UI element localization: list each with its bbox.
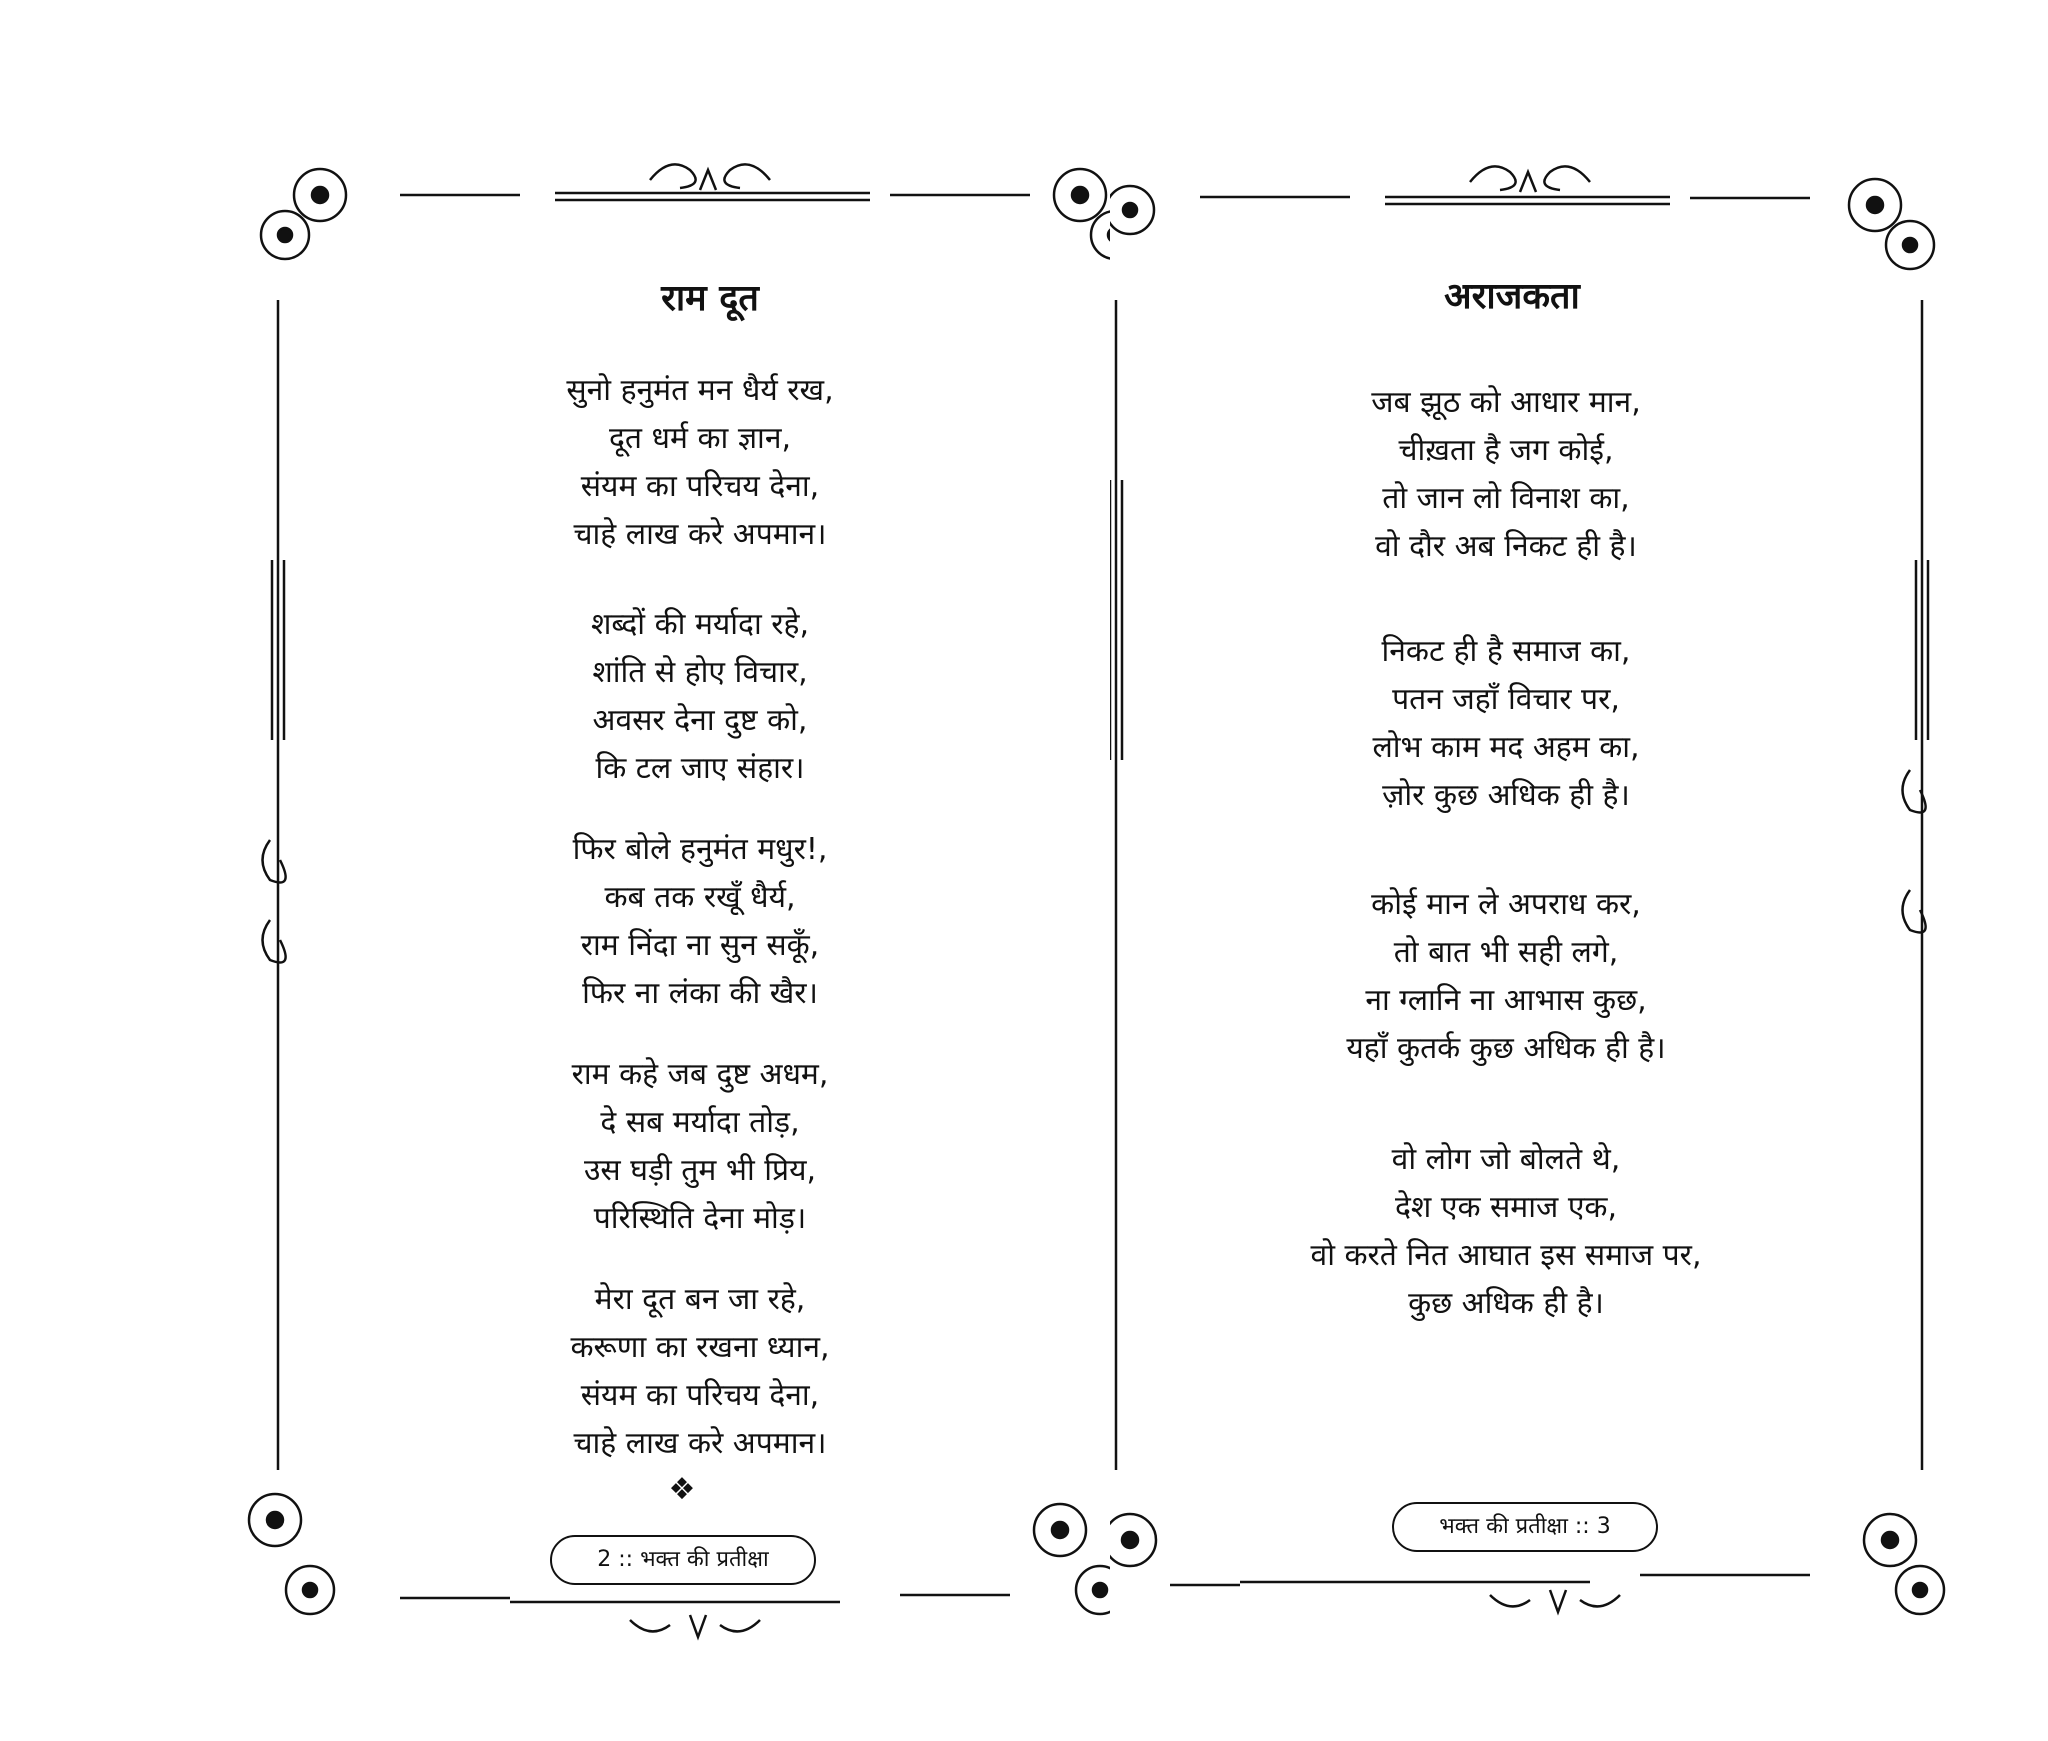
stanza-5 [400,1276,1000,1468]
corner-rosette-icon [261,169,346,259]
poem-line: शब्दों की मर्यादा रहे, [590,607,810,642]
poem-line: पतन जहाँ विचार पर, [1392,682,1620,717]
poem-title: अराजकता [1444,276,1580,317]
stanza-3 [1206,881,1806,1073]
poem-line: शांति से होए विचार, [592,655,808,690]
poem-line: चाहे लाख करे अपमान। [573,1426,827,1461]
poem-line: फिर बोले हनुमंत मधुर!, [572,832,828,867]
poem-line: सुनो हनुमंत मन धैर्य रख, [566,373,834,408]
corner-rosette-icon [1110,186,1154,234]
stanza-2 [1206,628,1806,820]
folio-badge: 2 :: भक्त की प्रतीक्षा [550,1535,816,1585]
poem-line: कब तक रखूँ धैर्य, [604,880,796,915]
corner-rosette-icon [1110,1514,1156,1566]
stanza-4 [1206,1136,1806,1328]
poem-line: राम निंदा ना सुन सकूँ, [580,928,820,963]
poem-line: तो जान लो विनाश का, [1382,481,1630,516]
stanza-3 [400,826,1000,1018]
stanza-1 [1206,379,1806,571]
poem-line: दे सब मर्यादा तोड़, [600,1105,800,1140]
poem-line: अवसर देना दुष्ट को, [592,703,808,738]
poem-line: यहाँ कुतर्क कुछ अधिक ही है। [1346,1031,1666,1066]
poem-title: राम दूत [661,278,759,319]
poem-line: कि टल जाए संहार। [595,751,805,786]
poem-line: वो दौर अब निकट ही है। [1375,529,1637,564]
poem-line: जब झूठ को आधार मान, [1371,385,1641,420]
corner-rosette-icon [1034,1504,1110,1614]
folio-badge: भक्त की प्रतीक्षा :: 3 [1392,1502,1658,1552]
poem-line: तो बात भी सही लगे, [1393,935,1619,970]
stanza-4 [400,1051,1000,1243]
right-page [1110,0,2048,1741]
poem-line: ज़ोर कुछ अधिक ही है। [1382,778,1630,813]
corner-rosette-icon [1054,169,1110,259]
corner-rosette-icon [1864,1514,1944,1614]
poem-line: निकट ही है समाज का, [1381,634,1631,669]
poem-line: संयम का परिचय देना, [580,469,820,504]
poem-line: करूणा का रखना ध्यान, [570,1330,830,1365]
poem-line: देश एक समाज एक, [1395,1190,1617,1225]
poem-line: दूत धर्म का ज्ञान, [608,421,792,456]
poem-line: ना ग्लानि ना आभास कुछ, [1365,983,1647,1018]
poem-line: चाहे लाख करे अपमान। [573,517,827,552]
poem-line: वो लोग जो बोलते थे, [1391,1142,1621,1177]
poem-line: परिस्थिति देना मोड़। [593,1201,807,1236]
poem-line: फिर ना लंका की खैर। [582,976,818,1011]
poem-line: राम कहे जब दुष्ट अधम, [571,1057,829,1092]
poem-line: उस घड़ी तुम भी प्रिय, [583,1153,817,1188]
diamond-ornament-icon: ❖ [668,1472,696,1507]
poem-line: कोई मान ले अपराध कर, [1371,887,1641,922]
corner-rosette-icon [1849,179,1934,269]
corner-rosette-icon [249,1494,334,1614]
poem-line: कुछ अधिक ही है। [1408,1286,1604,1321]
poem-line: लोभ काम मद अहम का, [1372,730,1640,765]
poem-line: मेरा दूत बन जा रहे, [594,1282,806,1317]
poem-line: संयम का परिचय देना, [580,1378,820,1413]
stanza-2 [400,601,1000,793]
poem-line: चीख़ता है जग कोई, [1398,433,1614,468]
right-ornamental-border [1110,0,2048,1741]
poem-line: वो करते नित आघात इस समाज पर, [1310,1238,1702,1273]
stanza-1 [400,367,1000,559]
